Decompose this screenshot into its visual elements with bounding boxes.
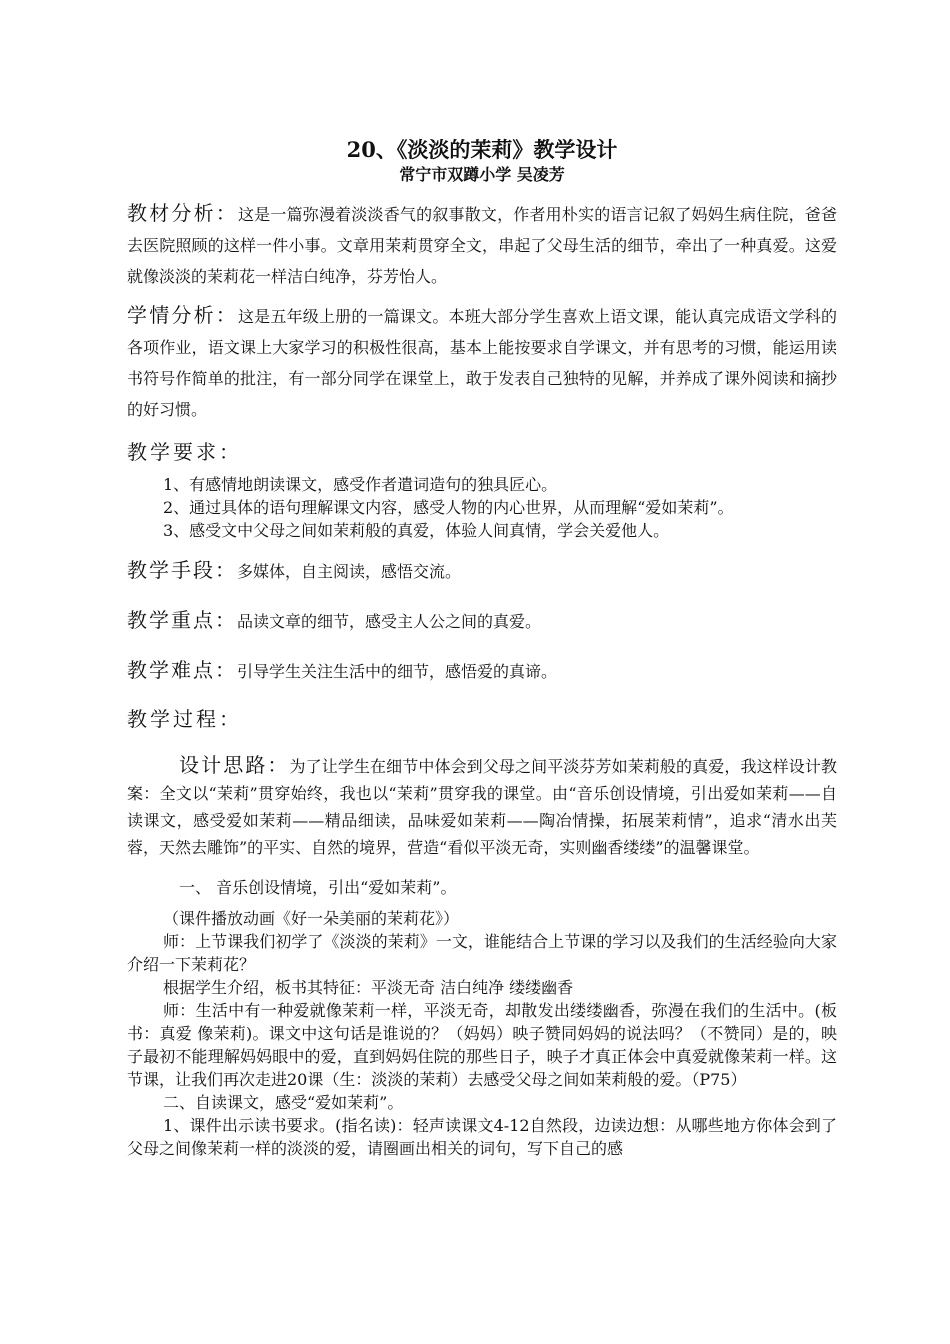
requirement-item-2: 2、通过具体的语句理解课文内容，感受人物的内心世界，从而理解“爱如茉莉”。: [163, 498, 734, 517]
teaching-process-heading: 教学过程：: [127, 707, 242, 731]
teaching-means: [127, 552, 837, 590]
design-idea-text: 为了让学生在细节中体会到父母之间平淡芬芳如茉莉般的真爱，我这样设计教案：全文以“茉莉”贯穿始终，我也以“茉莉”贯穿我的课堂。由“音乐创设情境，引出爱如茉莉——自读课文，感受爱如茉莉——精品细读，品味爱如茉莉——陶冶情操，拓展茉莉情”，追求“清水出芙蓉，天然去雕饰”的平实、自然的境界，营造“看似平淡无奇，实则幽香缕缕”的温馨课堂。: [127, 757, 837, 857]
design-idea-label: 设计思路：: [179, 753, 290, 777]
material-analysis: [127, 198, 837, 292]
requirements-list: [127, 473, 837, 542]
teaching-key-label: 教学重点：: [127, 608, 237, 632]
document-body: [127, 136, 837, 1160]
step2-line-1: 1、课件出示读书要求。(指名读)：轻声读课文4-12自然段，边读边想：从哪些地方你体会到了父母之间像茉莉一样的淡淡的爱，请圈画出相关的词句，写下自己的感: [127, 1116, 837, 1158]
student-analysis: [127, 300, 837, 425]
teaching-difficulty: [127, 652, 837, 690]
student-analysis-label: 学情分析：: [127, 303, 238, 327]
requirement-item-1: 1、有感情地朗读课文，感受作者遣词造句的独具匠心。: [163, 475, 558, 494]
step2-heading: 二、自读课文，感受“爱如茉莉”。: [163, 1093, 404, 1112]
teaching-key-text: 品读文章的细节，感受主人公之间的真爱。: [237, 612, 542, 631]
material-analysis-text: 这是一篇弥漫着淡淡香气的叙事散文，作者用朴实的语言记叙了妈妈生病住院，爸爸去医院照顾的这样一件小事。文章用茉莉贯穿全文，串起了父母生活的细节，牵出了一种真爱。这爱就像淡淡的茉莉花一样洁白纯净，芬芳怡人。: [127, 205, 837, 286]
teaching-key-point: [127, 602, 837, 640]
teaching-difficulty-text: 引导学生关注生活中的细节，感悟爱的真谛。: [237, 662, 558, 681]
teaching-difficulty-label: 教学难点：: [127, 658, 237, 682]
step1-body: [127, 907, 837, 1160]
student-analysis-text: 这是五年级上册的一篇课文。本班大部分学生喜欢上语文课，能认真完成语文学科的各项作业，语文课上大家学习的积极性很高，基本上能按要求自学课文，并有思考的习惯，能运用读书符号作简单的批注，有一部分同学在课堂上，敢于发表自己独特的见解，并养成了课外阅读和摘抄的好习惯。: [127, 307, 837, 419]
step1-line-4: 师：生活中有一种爱就像茉莉一样，平淡无奇，却散发出缕缕幽香，弥漫在我们的生活中。(板书：真爱 像茉莉)。课文中这句话是谁说的？（妈妈）映子赞同妈妈的说法吗？（不赞同）是的，映子最初不能理解妈妈眼中的爱，直到妈妈住院的那些日子，映子才真正体会中真爱就像茉莉一样。这节课，让我们再次走进20课（生：淡淡的茉莉）去感受父母之间如茉莉般的爱。（P75）: [127, 1001, 837, 1089]
step1-heading: 一、 音乐创设情境，引出“爱如茉莉”。: [179, 878, 457, 897]
requirements-heading: 教学要求：: [127, 440, 242, 464]
material-analysis-label: 教材分析：: [127, 201, 238, 225]
requirement-item-3: 3、感受文中父母之间如茉莉般的真爱，体验人间真情，学会关爱他人。: [163, 521, 670, 540]
step1-line-2: 师：上节课我们初学了《淡淡的茉莉》一文，谁能结合上节课的学习以及我们的生活经验向大家介绍一下茉莉花？: [127, 932, 837, 974]
document-author: 常宁市双蹲小学 吴凌芳: [399, 165, 565, 184]
teaching-means-label: 教学手段：: [127, 558, 237, 582]
design-idea: [127, 752, 837, 861]
step1-line-1: （课件播放动画《好一朵美丽的茉莉花》）: [163, 909, 460, 928]
step1-line-3: 根据学生介绍，板书其特征：平淡无奇 洁白纯净 缕缕幽香: [163, 978, 574, 997]
teaching-means-text: 多媒体，自主阅读，感悟交流。: [237, 562, 462, 581]
document-title: 20、《淡淡的茉莉》教学设计: [346, 137, 618, 162]
